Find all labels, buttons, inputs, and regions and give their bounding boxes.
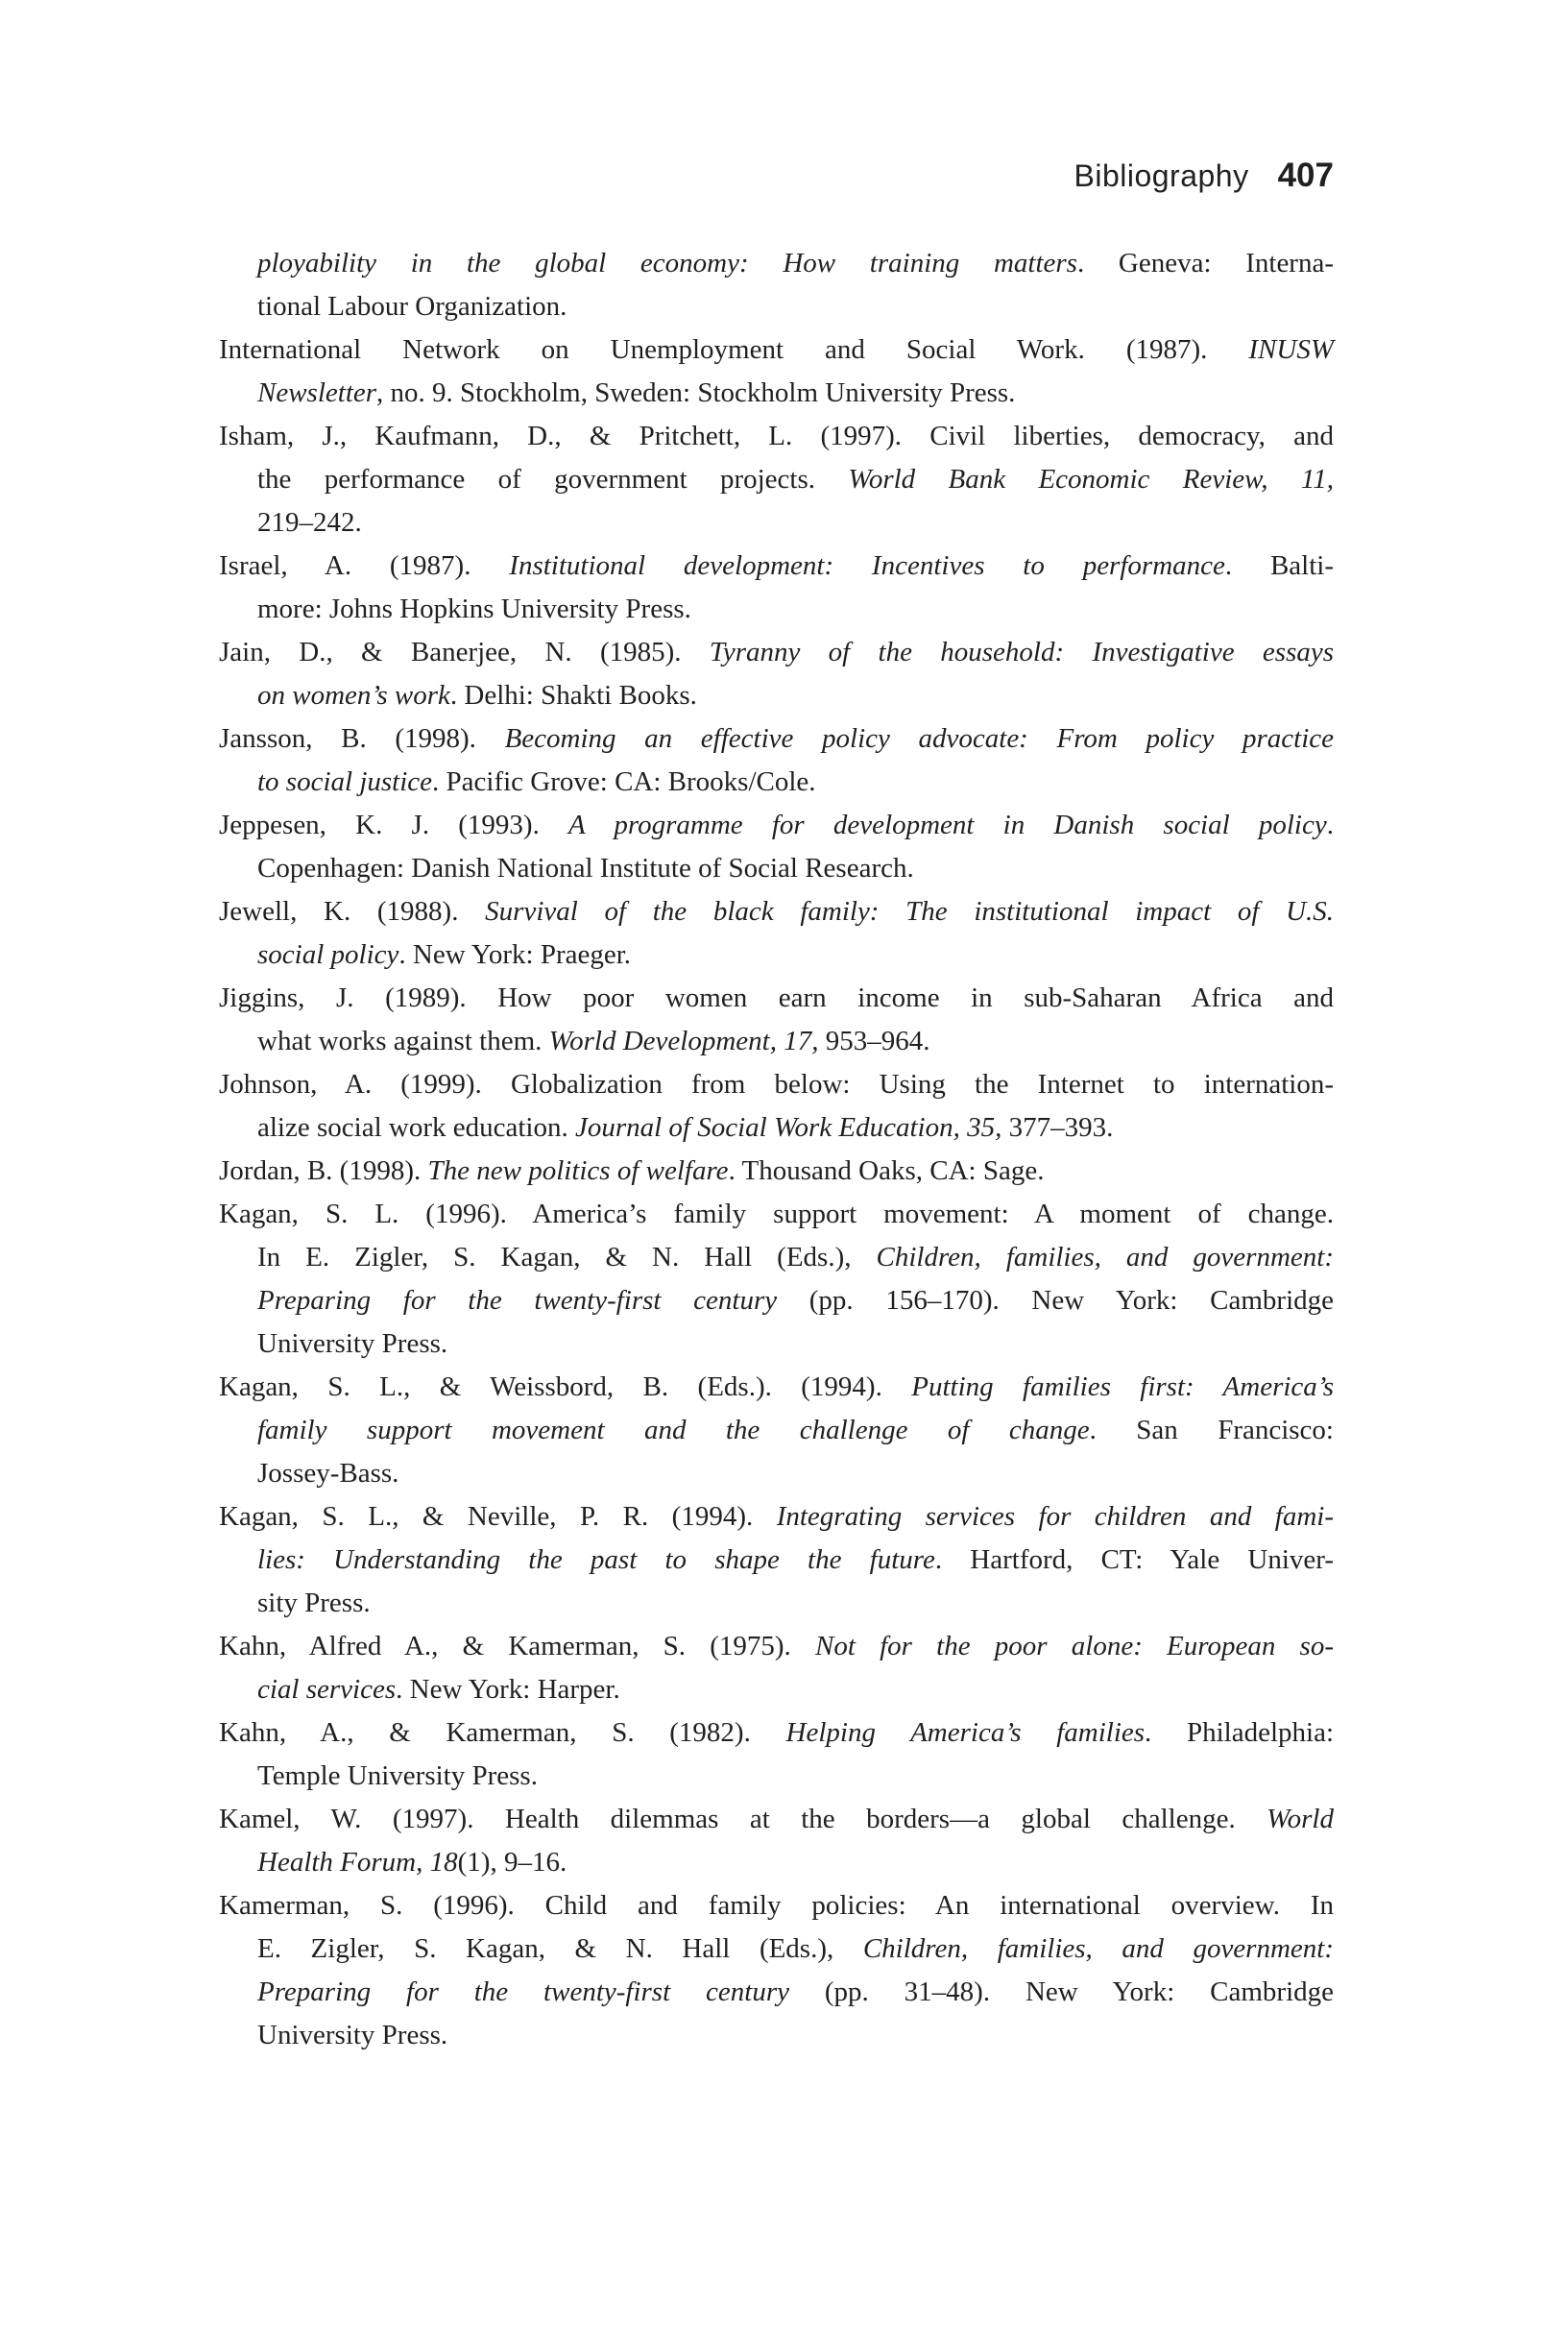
text-segment: , no. 9. Stockholm, Sweden: Stockholm University Press. (376, 377, 1016, 408)
italic-text-segment: Not for the poor alone: European so- (815, 1631, 1334, 1661)
italic-text-segment: family support movement and the challenge of change (257, 1415, 1090, 1445)
bibliography-line (219, 588, 1334, 631)
bibliography-entry (219, 804, 1334, 890)
bibliography-line (219, 1106, 1334, 1150)
text-segment: Jewell, K. (1988). (219, 896, 486, 927)
text-segment: . Thousand Oaks, CA: Sage. (728, 1155, 1045, 1186)
page-number: 407 (1277, 157, 1334, 194)
italic-text-segment: Helping America’s families (785, 1717, 1146, 1748)
text-segment: . (1326, 810, 1334, 840)
bibliography-entry (219, 890, 1334, 977)
text-segment: (pp. 31–48). New York: Cambridge (789, 1976, 1335, 2007)
italic-text-segment: The new politics of welfare (427, 1155, 729, 1186)
bibliography-line (219, 1884, 1334, 1928)
italic-text-segment: Journal of Social Work Education, 35, (574, 1112, 1002, 1143)
bibliography-line (219, 890, 1334, 934)
text-segment: E. Zigler, S. Kagan, & N. Hall (Eds.), (257, 1933, 863, 1964)
text-segment: Jiggins, J. (1989). How poor women earn income in sub-Saharan Africa and (219, 982, 1334, 1013)
bibliography-line (219, 804, 1334, 847)
text-segment: . Philadelphia: (1145, 1717, 1334, 1748)
text-segment: University Press. (257, 2020, 448, 2050)
text-segment: 377–393. (1001, 1112, 1114, 1143)
text-segment: what works against them. (257, 1026, 549, 1056)
bibliography-entry (219, 415, 1334, 545)
text-segment: sity Press. (257, 1588, 371, 1618)
text-segment: . Balti- (1224, 550, 1334, 581)
text-segment: the performance of government projects. (257, 464, 849, 495)
bibliography-entry (219, 1798, 1334, 1884)
text-segment: . Pacific Grove: CA: Brooks/Cole. (432, 766, 816, 797)
bibliography-entry (219, 717, 1334, 804)
bibliography-line (219, 1495, 1334, 1539)
bibliography-line (219, 501, 1334, 545)
italic-text-segment: Children, families, and government: (862, 1933, 1334, 1964)
text-segment: Jordan, B. (1998). (219, 1155, 428, 1186)
italic-text-segment: Children, families, and government: (876, 1242, 1334, 1273)
text-segment: (pp. 156–170). New York: Cambridge (777, 1285, 1335, 1316)
text-segment: Jossey-Bass. (257, 1458, 399, 1489)
text-segment: . New York: Harper. (396, 1674, 620, 1705)
bibliography-entry (219, 1884, 1334, 2057)
bibliography-line (219, 1625, 1334, 1668)
italic-text-segment: Preparing for the twenty-first century (257, 1285, 778, 1316)
bibliography-line (219, 285, 1334, 328)
text-segment: Israel, A. (1987). (219, 550, 510, 581)
bibliography-line (219, 372, 1334, 415)
bibliography-line (219, 1539, 1334, 1582)
running-head-section-title: Bibliography (1073, 158, 1249, 193)
text-segment: Kagan, S. L., & Neville, P. R. (1994). (219, 1501, 777, 1532)
bibliography-line (219, 717, 1334, 761)
italic-text-segment: ployability in the global economy: How training matters (257, 248, 1077, 279)
text-segment: Kahn, Alfred A., & Kamerman, S. (1975). (219, 1631, 815, 1661)
italic-text-segment: Preparing for the twenty-first century (257, 1976, 789, 2007)
bibliography-line (219, 761, 1334, 804)
text-segment: In E. Zigler, S. Kagan, & N. Hall (Eds.), (257, 1242, 877, 1273)
bibliography-line (219, 1452, 1334, 1495)
text-segment: Jeppesen, K. J. (1993). (219, 810, 569, 840)
italic-text-segment: Survival of the black family: The institutional impact of U.S. (485, 896, 1335, 927)
bibliography-line (219, 1841, 1334, 1884)
bibliography-line (219, 1193, 1334, 1236)
italic-text-segment: to social justice (257, 766, 433, 797)
italic-text-segment: Institutional development: Incentives to performance (509, 550, 1225, 581)
bibliography-line (219, 1409, 1334, 1452)
bibliography-line (219, 631, 1334, 674)
text-segment: University Press. (257, 1328, 448, 1359)
italic-text-segment: A programme for development in Danish social policy (568, 810, 1327, 840)
text-segment: Jansson, B. (1998). (219, 723, 505, 754)
bibliography-line (219, 1236, 1334, 1279)
bibliography-entry (219, 1366, 1334, 1495)
bibliography-entry (219, 242, 1334, 328)
text-segment: International Network on Unemployment and Social Work. (1987). (219, 334, 1249, 365)
bibliography-line (219, 1020, 1334, 1063)
text-segment: Johnson, A. (1999). Globalization from below: Using the Internet to internation- (219, 1069, 1334, 1100)
italic-text-segment: Health Forum, 18 (257, 1847, 458, 1878)
bibliography-line (219, 1582, 1334, 1625)
bibliography-line (219, 415, 1334, 458)
bibliography-line (219, 242, 1334, 285)
text-segment: Temple University Press. (257, 1760, 538, 1791)
italic-text-segment: World (1266, 1804, 1334, 1834)
italic-text-segment: cial services (257, 1674, 397, 1705)
italic-text-segment: on women’s work (257, 680, 450, 711)
bibliography-list (219, 242, 1334, 2057)
bibliography-line (219, 2014, 1334, 2057)
text-segment: . San Francisco: (1089, 1415, 1334, 1445)
text-segment: Kamel, W. (1997). Health dilemmas at the borders—a global challenge. (219, 1804, 1267, 1834)
italic-text-segment: Integrating services for children and fami- (776, 1501, 1335, 1532)
bibliography-line (219, 1322, 1334, 1366)
bibliography-entry (219, 977, 1334, 1063)
bibliography-line (219, 328, 1334, 372)
bibliography-line (219, 934, 1334, 977)
text-segment: Copenhagen: Danish National Institute of Social Research. (257, 853, 914, 884)
italic-text-segment: social policy (257, 939, 399, 970)
bibliography-entry (219, 1193, 1334, 1366)
bibliography-entry (219, 545, 1334, 631)
text-segment: Isham, J., Kaufmann, D., & Pritchett, L. (1997). Civil liberties, democracy, and (219, 421, 1334, 451)
text-segment: Jain, D., & Banerjee, N. (1985). (219, 637, 710, 667)
bibliography-line (219, 1668, 1334, 1711)
bibliography-line (219, 674, 1334, 717)
italic-text-segment: lies: Understanding the past to shape the future (257, 1544, 935, 1575)
bibliography-line (219, 1928, 1334, 1971)
bibliography-line (219, 1366, 1334, 1409)
text-segment: alize social work education. (257, 1112, 575, 1143)
text-segment: Kagan, S. L., & Weissbord, B. (Eds.). (1994). (219, 1371, 912, 1402)
bibliography-entry (219, 1150, 1334, 1193)
text-segment: (1), 9–16. (457, 1847, 567, 1878)
bibliography-line (219, 1711, 1334, 1755)
italic-text-segment: Newsletter (257, 377, 377, 408)
bibliography-entry (219, 328, 1334, 415)
text-segment: Kahn, A., & Kamerman, S. (1982). (219, 1717, 786, 1748)
text-segment: . Delhi: Shakti Books. (449, 680, 697, 711)
italic-text-segment: World Development, 17, (548, 1026, 819, 1056)
text-segment: 953–964. (818, 1026, 930, 1056)
bibliography-line (219, 847, 1334, 890)
bibliography-line (219, 1971, 1334, 2014)
italic-text-segment: World Bank Economic Review, 11, (848, 464, 1334, 495)
bibliography-entry (219, 1625, 1334, 1711)
text-segment: 219–242. (257, 507, 362, 538)
bibliography-line (219, 1755, 1334, 1798)
bibliography-line (219, 1798, 1334, 1841)
text-segment: tional Labour Organization. (257, 291, 567, 322)
text-segment: . Hartford, CT: Yale Univer- (934, 1544, 1334, 1575)
text-segment: more: Johns Hopkins University Press. (257, 594, 691, 624)
text-segment: Kagan, S. L. (1996). America’s family support movement: A moment of change. (219, 1199, 1334, 1229)
italic-text-segment: Tyranny of the household: Investigative essays (709, 637, 1335, 667)
bibliography-line (219, 458, 1334, 501)
bibliography-line (219, 545, 1334, 588)
bibliography-entry (219, 1495, 1334, 1625)
text-segment: Kamerman, S. (1996). Child and family policies: An international overview. In (219, 1890, 1334, 1921)
text-segment: . Geneva: Interna- (1076, 248, 1334, 279)
bibliography-line (219, 1063, 1334, 1106)
italic-text-segment: Becoming an effective policy advocate: From policy practice (504, 723, 1334, 754)
text-segment: . New York: Praeger. (398, 939, 632, 970)
italic-text-segment: Putting families first: America’s (911, 1371, 1334, 1402)
bibliography-entry (219, 631, 1334, 717)
bibliography-entry (219, 1063, 1334, 1150)
bibliography-line (219, 1279, 1334, 1322)
bibliography-line (219, 977, 1334, 1020)
italic-text-segment: INUSW (1248, 334, 1334, 365)
bibliography-entry (219, 1711, 1334, 1798)
bibliography-line (219, 1150, 1334, 1193)
running-head (219, 157, 1334, 195)
